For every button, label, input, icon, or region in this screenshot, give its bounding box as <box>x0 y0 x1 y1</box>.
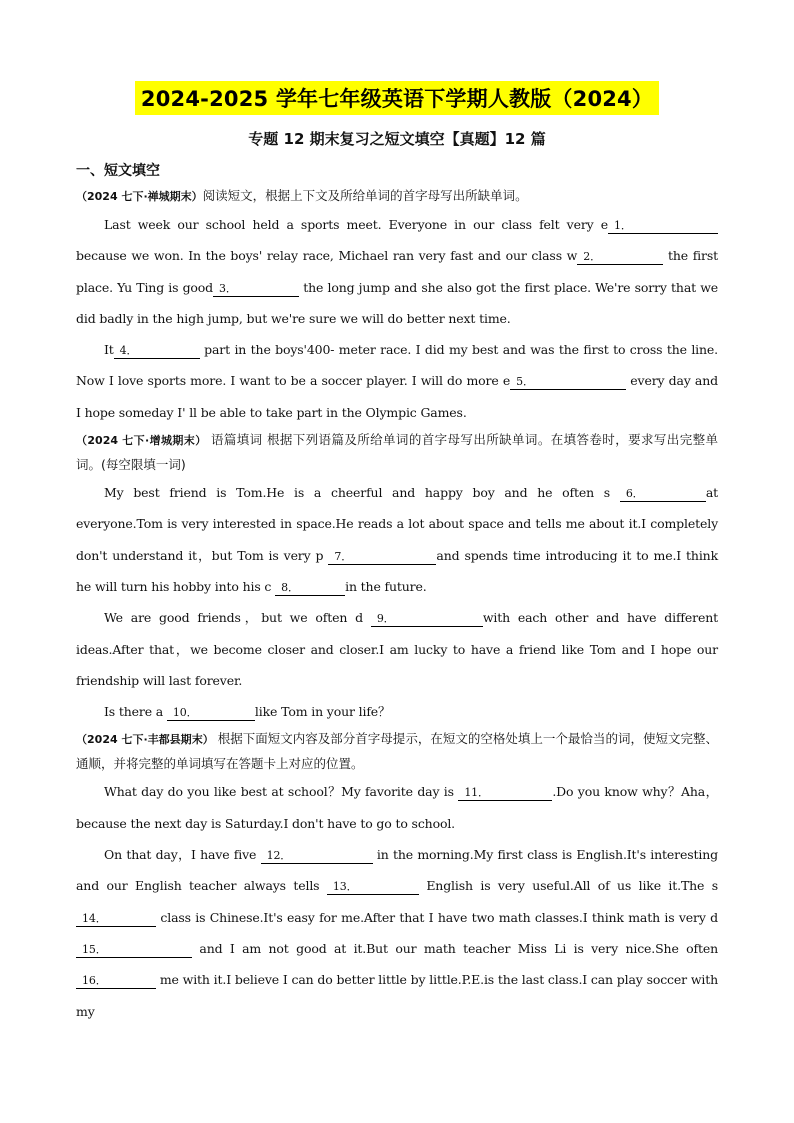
answer-blank-13[interactable]: 13． <box>327 880 419 895</box>
title-container <box>0 81 794 115</box>
text-segment: English is very useful.All of us like it.The s <box>418 878 718 894</box>
passage2-paragraph3 <box>76 696 718 727</box>
answer-blank-12[interactable]: 12． <box>261 849 373 864</box>
passage1-paragraph1 <box>76 209 718 334</box>
passage1-instruction-text: 阅读短文，根据上下文及所给单词的首字母写出所缺单词。 <box>202 188 528 203</box>
answer-blank-1[interactable]: 1． <box>608 219 718 234</box>
page-subtitle: 专题 12 期末复习之短文填空【真题】12 篇 <box>248 130 546 148</box>
passage3-source: （2024 七下·丰都县期末） <box>76 733 214 747</box>
section-title: 一、短文填空 <box>76 163 160 179</box>
answer-blank-7[interactable]: 7． <box>328 550 436 565</box>
text-segment: at everyone.Tom is very interested in space.He reads a lot about space and tells me about it.I completely don't understand it，but Tom is very p <box>76 485 718 563</box>
answer-blank-8[interactable]: 8． <box>275 581 345 596</box>
text-segment: What day do you like best at school？My favorite day is <box>104 784 459 800</box>
text-segment: and spends time introducing it to me.I think he will turn his hobby into his c <box>76 547 719 594</box>
text-segment: part in the boys'400- meter race. I did my best and was the first to cross the line. Now I love sports more. I want to be a soccer player. I will do more e <box>76 342 718 389</box>
passage3-instruction-text: 根据下面短文内容及部分首字母提示，在短文的空格处填上一个最恰当的词，使短文完整、通顺，并将完整的单词填写在答题卡上对应的位置。 <box>76 731 719 772</box>
page-title: 2024-2025 学年七年级英语下学期人教版（2024） <box>135 81 659 115</box>
text-segment: It <box>104 342 114 358</box>
passage1-paragraph2 <box>76 334 718 428</box>
passage2-instruction <box>76 428 718 477</box>
passage1-source: （2024 七下·禅城期末） <box>76 190 203 203</box>
answer-blank-10[interactable]: 10． <box>167 706 255 721</box>
text-segment: like Tom in your life？ <box>254 704 391 720</box>
text-segment: every day and I hope someday I' ll be able to take part in the Olympic Games. <box>76 373 718 420</box>
text-segment: because we won. In the boys' relay race, Michael ran very fast and our class w <box>76 248 578 264</box>
text-segment: in the future. <box>345 578 427 594</box>
answer-blank-15[interactable]: 15． <box>76 943 192 958</box>
text-segment: the first place. Yu Ting is good <box>76 248 718 295</box>
answer-blank-16[interactable]: 16． <box>76 974 156 989</box>
answer-blank-4[interactable]: 4． <box>114 344 200 359</box>
text-segment: .Do you know why？Aha，because the next day is Saturday.I don't have to go to school. <box>76 784 718 831</box>
passage3-instruction <box>76 727 718 776</box>
answer-blank-11[interactable]: 11． <box>458 786 552 801</box>
text-segment: the long jump and she also got the first place. We're sorry that we did badly in the high jump, but we're sure we will do better next time. <box>76 279 718 326</box>
text-segment: with each other and have different ideas.After that，we become closer and closer.I am lucky to have a friend like Tom and I hope our friendship will last forever. <box>76 610 718 688</box>
text-segment: in the morning.My first class is English.It's interesting and our English teacher always tells <box>76 847 718 894</box>
passage2-instruction-text: 语篇填词 根据下列语篇及所给单词的首字母写出所缺单词。在填答卷时，要求写出完整单词。(每空限填一词) <box>76 432 718 473</box>
text-segment: Is there a <box>104 704 167 720</box>
text-segment: My best friend is Tom.He is a cheerful and happy boy and he often s <box>104 485 620 501</box>
answer-blank-6[interactable]: 6． <box>620 487 706 502</box>
answer-blank-5[interactable]: 5． <box>510 375 626 390</box>
text-segment: Last week our school held a sports meet. Everyone in our class felt very e <box>104 217 608 232</box>
text-segment: We are good friends，but we often d <box>104 610 371 626</box>
passage2-paragraph2 <box>76 602 718 696</box>
text-segment: and I am not good at it.But our math teacher Miss Li is very nice.She often <box>192 940 718 956</box>
passage1-instruction <box>76 184 718 209</box>
exercise-content <box>76 184 718 1027</box>
passage3-paragraph1 <box>76 776 718 839</box>
passage3-paragraph2 <box>76 839 718 1027</box>
answer-blank-3[interactable]: 3． <box>213 282 299 297</box>
passage2-paragraph1 <box>76 477 718 602</box>
text-segment: class is Chinese.It's easy for me.After that I have two math classes.I think math is very d <box>156 909 718 925</box>
text-segment: me with it.I believe I can do better little by little.P.E.is the last class.I can play soccer with my <box>76 972 718 1019</box>
passage2-source: （2024 七下·增城期末） <box>76 434 207 448</box>
text-segment: On that day，I have five <box>104 847 261 863</box>
answer-blank-14[interactable]: 14． <box>76 912 156 927</box>
answer-blank-2[interactable]: 2． <box>577 250 663 265</box>
answer-blank-9[interactable]: 9． <box>371 612 483 627</box>
